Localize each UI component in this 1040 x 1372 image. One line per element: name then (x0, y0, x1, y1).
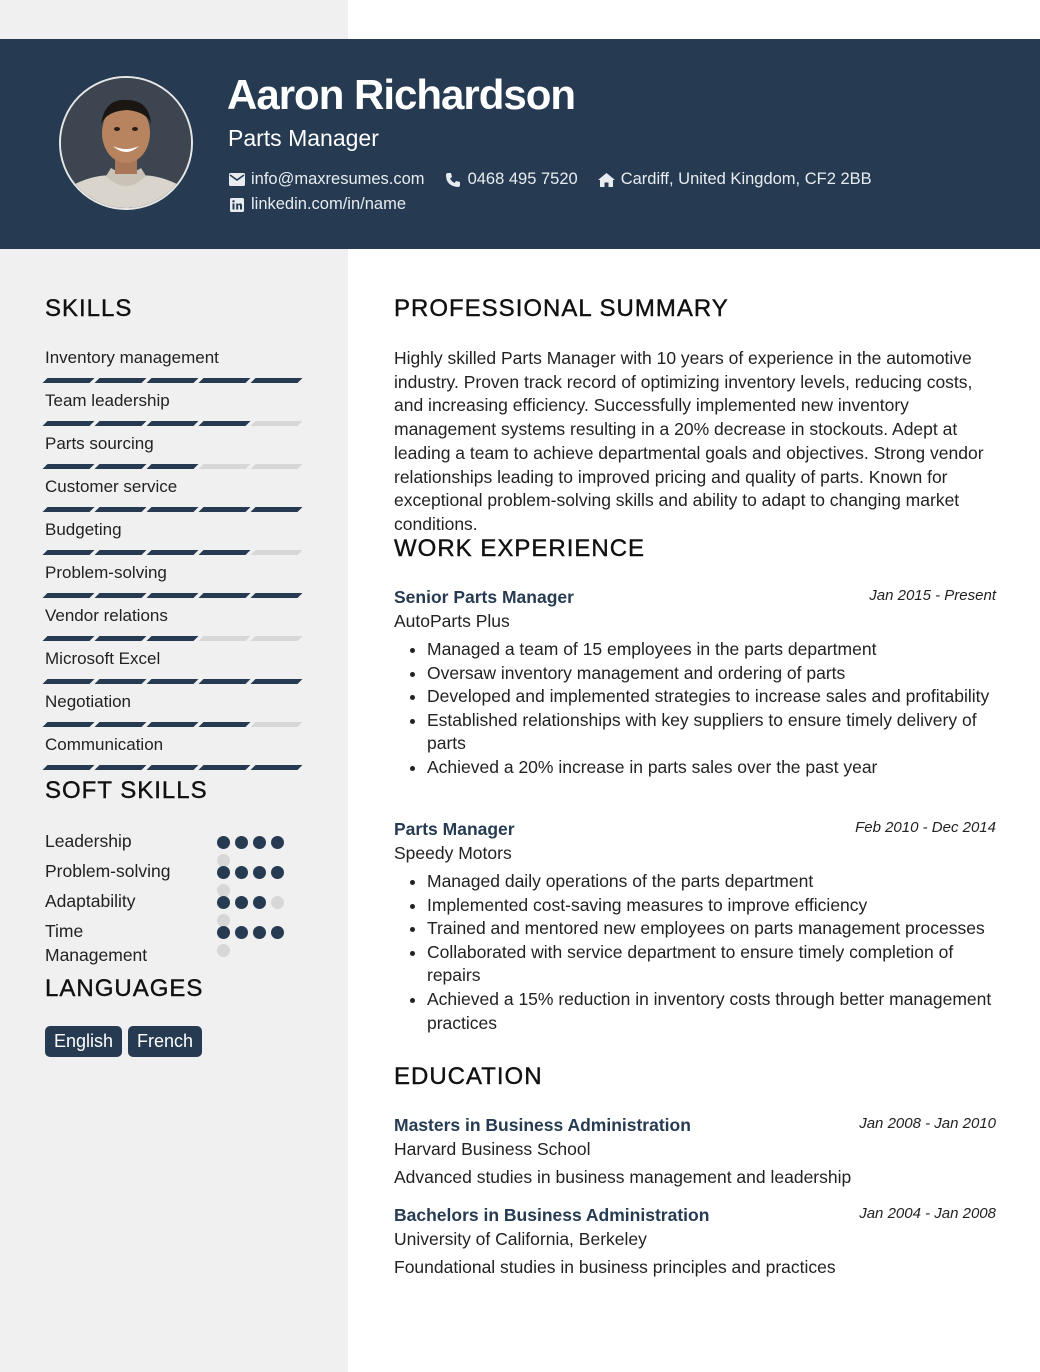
rating-dot (271, 896, 284, 909)
education-entry (394, 1115, 996, 1188)
rating-dot (253, 896, 266, 909)
skill-item (45, 733, 305, 776)
soft-skills-heading: SOFT SKILLS (45, 777, 208, 804)
soft-skill-rating (217, 859, 295, 889)
skill-level-segment (251, 593, 303, 598)
contact-location (598, 170, 872, 189)
rating-dot (235, 836, 248, 849)
experience-heading: WORK EXPERIENCE (394, 535, 646, 562)
skill-level-bar (45, 550, 305, 555)
skill-level-segment (199, 421, 251, 426)
job-entry (394, 819, 996, 1035)
skill-level-segment (199, 464, 251, 469)
contact-info (228, 167, 892, 217)
skill-level-segment (43, 679, 95, 684)
skill-level-segment (43, 722, 95, 727)
skill-level-segment (199, 636, 251, 641)
job-bullet: • Developed and implemented strategies to increase sales and profitability (427, 685, 996, 709)
skill-item (45, 346, 305, 389)
skill-level-segment (95, 550, 147, 555)
skill-label: Parts sourcing (45, 434, 154, 453)
envelope-icon (228, 171, 245, 188)
education-degree: Masters in Business Administration (394, 1115, 691, 1135)
skill-level-bar (45, 464, 305, 469)
skill-level-segment (251, 636, 303, 641)
job-bullet: • Collaborated with service department to ensure timely completion of repairs (427, 941, 996, 988)
profile-photo (59, 76, 193, 210)
skill-level-segment (199, 765, 251, 770)
skill-level-segment (199, 378, 251, 383)
skill-label: Customer service (45, 477, 178, 496)
rating-dot (217, 866, 230, 879)
contact-phone[interactable] (445, 170, 578, 189)
rating-dot (217, 944, 230, 957)
soft-skill-item (45, 829, 295, 859)
soft-skill-item (45, 889, 295, 919)
skill-level-segment (43, 593, 95, 598)
education-description: Foundational studies in business principles and practices (394, 1257, 836, 1277)
skill-level-bar (45, 593, 305, 598)
contact-email[interactable] (228, 170, 425, 189)
rating-dot (235, 866, 248, 879)
job-bullets (394, 638, 996, 780)
job-dates: Jan 2015 - Present (869, 587, 996, 604)
skill-level-segment (43, 636, 95, 641)
skill-level-segment (147, 636, 199, 641)
skill-level-segment (251, 550, 303, 555)
job-role: Parts Manager (394, 819, 515, 839)
skill-level-segment (95, 507, 147, 512)
skill-level-segment (43, 765, 95, 770)
skill-level-segment (147, 507, 199, 512)
education-dates: Jan 2008 - Jan 2010 (859, 1115, 996, 1132)
rating-dot (253, 866, 266, 879)
skill-item (45, 389, 305, 432)
soft-skill-rating (217, 829, 295, 859)
location-text: Cardiff, United Kingdom, CF2 2BB (620, 170, 872, 188)
email-text: info@maxresumes.com (251, 170, 425, 188)
language-badge: French (128, 1026, 202, 1057)
skill-label: Communication (45, 735, 164, 754)
skill-level-segment (95, 378, 147, 383)
skill-level-segment (199, 507, 251, 512)
skill-level-bar (45, 722, 305, 727)
skill-level-segment (43, 421, 95, 426)
skill-item (45, 647, 305, 690)
skill-level-segment (95, 765, 147, 770)
skill-level-segment (43, 464, 95, 469)
skill-item (45, 475, 305, 518)
education-entry (394, 1205, 996, 1278)
skill-item (45, 518, 305, 561)
skill-level-segment (95, 636, 147, 641)
soft-skill-rating (217, 919, 295, 949)
rating-dot (235, 896, 248, 909)
skill-level-segment (95, 593, 147, 598)
rating-dot (271, 866, 284, 879)
skills-list (45, 346, 305, 776)
skill-level-segment (199, 722, 251, 727)
phone-icon (445, 171, 462, 188)
skill-level-segment (43, 378, 95, 383)
skill-level-segment (147, 722, 199, 727)
skill-level-segment (199, 593, 251, 598)
skill-level-segment (199, 679, 251, 684)
skill-level-segment (147, 765, 199, 770)
rating-dot (253, 836, 266, 849)
rating-dot (217, 836, 230, 849)
rating-dot (271, 836, 284, 849)
soft-skill-rating (217, 889, 295, 919)
linkedin-text: linkedin.com/in/name (251, 195, 406, 213)
skill-level-bar (45, 378, 305, 383)
skill-level-bar (45, 765, 305, 770)
soft-skill-label: Leadership (45, 831, 132, 851)
skill-level-segment (147, 378, 199, 383)
skill-label: Budgeting (45, 520, 122, 539)
soft-skill-label: Time Management (45, 921, 148, 965)
linkedin-icon (228, 196, 245, 213)
home-icon (598, 171, 615, 188)
skill-label: Microsoft Excel (45, 649, 161, 668)
skill-label: Inventory management (45, 348, 219, 367)
skill-level-segment (251, 722, 303, 727)
job-bullet: • Implemented cost-saving measures to improve efficiency (427, 894, 996, 918)
soft-skill-item (45, 919, 295, 965)
rating-dot (235, 926, 248, 939)
rating-dot (253, 926, 266, 939)
job-bullet: • Achieved a 20% increase in parts sales over the past year (427, 756, 996, 780)
soft-skill-label: Problem-solving (45, 861, 171, 881)
education-school: University of California, Berkeley (394, 1229, 647, 1249)
job-bullets (394, 870, 996, 1035)
education-dates: Jan 2004 - Jan 2008 (859, 1205, 996, 1222)
language-badge: English (45, 1026, 122, 1057)
education-description: Advanced studies in business management and leadership (394, 1167, 852, 1187)
candidate-title: Parts Manager (228, 125, 379, 151)
phone-text: 0468 495 7520 (467, 170, 578, 188)
job-role: Senior Parts Manager (394, 587, 574, 607)
education-degree: Bachelors in Business Administration (394, 1205, 710, 1225)
summary-text: Highly skilled Parts Manager with 10 years of experience in the automotive industry. Proven track record of optimizing inventory levels, reducing costs, and increasing efficiency. Successfully implemented new inventory management systems resulting in a 20% decrease in stockouts. Adept at leading a team to achieve departmental goals and objectives. Strong vendor relationships leading to improved pricing and quality of parts. Known for exceptional problem-solving skills and ability to adapt to changing market conditions. (394, 348, 984, 534)
job-dates: Feb 2010 - Dec 2014 (855, 819, 996, 836)
skill-label: Negotiation (45, 692, 132, 711)
skill-level-segment (251, 765, 303, 770)
skill-level-segment (251, 507, 303, 512)
soft-skill-item (45, 859, 295, 889)
skill-level-segment (147, 550, 199, 555)
languages-heading: LANGUAGES (45, 975, 204, 1002)
rating-dot (217, 926, 230, 939)
skill-level-bar (45, 507, 305, 512)
resume-header (0, 39, 1040, 249)
skill-level-segment (199, 550, 251, 555)
skill-level-segment (95, 464, 147, 469)
skill-level-segment (251, 464, 303, 469)
job-bullet: • Achieved a 15% reduction in inventory costs through better management practices (427, 988, 996, 1035)
skill-item (45, 690, 305, 733)
job-bullet: • Trained and mentored new employees on parts management processes (427, 917, 996, 941)
skill-level-segment (251, 421, 303, 426)
job-company: Speedy Motors (394, 843, 512, 863)
skill-label: Team leadership (45, 391, 170, 410)
skill-level-segment (147, 421, 199, 426)
skill-label: Vendor relations (45, 606, 168, 625)
skill-item (45, 561, 305, 604)
skill-level-segment (43, 507, 95, 512)
skill-item (45, 604, 305, 647)
skill-level-segment (147, 464, 199, 469)
skill-level-segment (251, 378, 303, 383)
skills-heading: SKILLS (45, 295, 133, 322)
skill-level-bar (45, 636, 305, 641)
rating-dot (217, 896, 230, 909)
skill-level-segment (95, 679, 147, 684)
skill-level-segment (43, 550, 95, 555)
skill-level-segment (147, 679, 199, 684)
skill-level-segment (251, 679, 303, 684)
skill-label: Problem-solving (45, 563, 167, 582)
soft-skills-list (45, 829, 295, 965)
languages-list (45, 1026, 202, 1057)
soft-skill-label: Adaptability (45, 891, 136, 911)
job-bullet: • Managed daily operations of the parts department (427, 870, 996, 894)
skill-level-segment (95, 421, 147, 426)
education-school: Harvard Business School (394, 1139, 591, 1159)
job-bullet: • Established relationships with key suppliers to ensure timely delivery of parts (427, 709, 996, 756)
skill-item (45, 432, 305, 475)
skill-level-bar (45, 679, 305, 684)
contact-linkedin[interactable] (228, 195, 406, 214)
summary-heading: PROFESSIONAL SUMMARY (394, 295, 729, 322)
rating-dot (271, 926, 284, 939)
education-heading: EDUCATION (394, 1063, 543, 1090)
skill-level-bar (45, 421, 305, 426)
skill-level-segment (95, 722, 147, 727)
job-bullet: • Managed a team of 15 employees in the parts department (427, 638, 996, 662)
job-entry (394, 587, 996, 780)
skill-level-segment (147, 593, 199, 598)
candidate-name: Aaron Richardson (227, 71, 576, 118)
job-company: AutoParts Plus (394, 611, 510, 631)
job-bullet: • Oversaw inventory management and ordering of parts (427, 662, 996, 686)
